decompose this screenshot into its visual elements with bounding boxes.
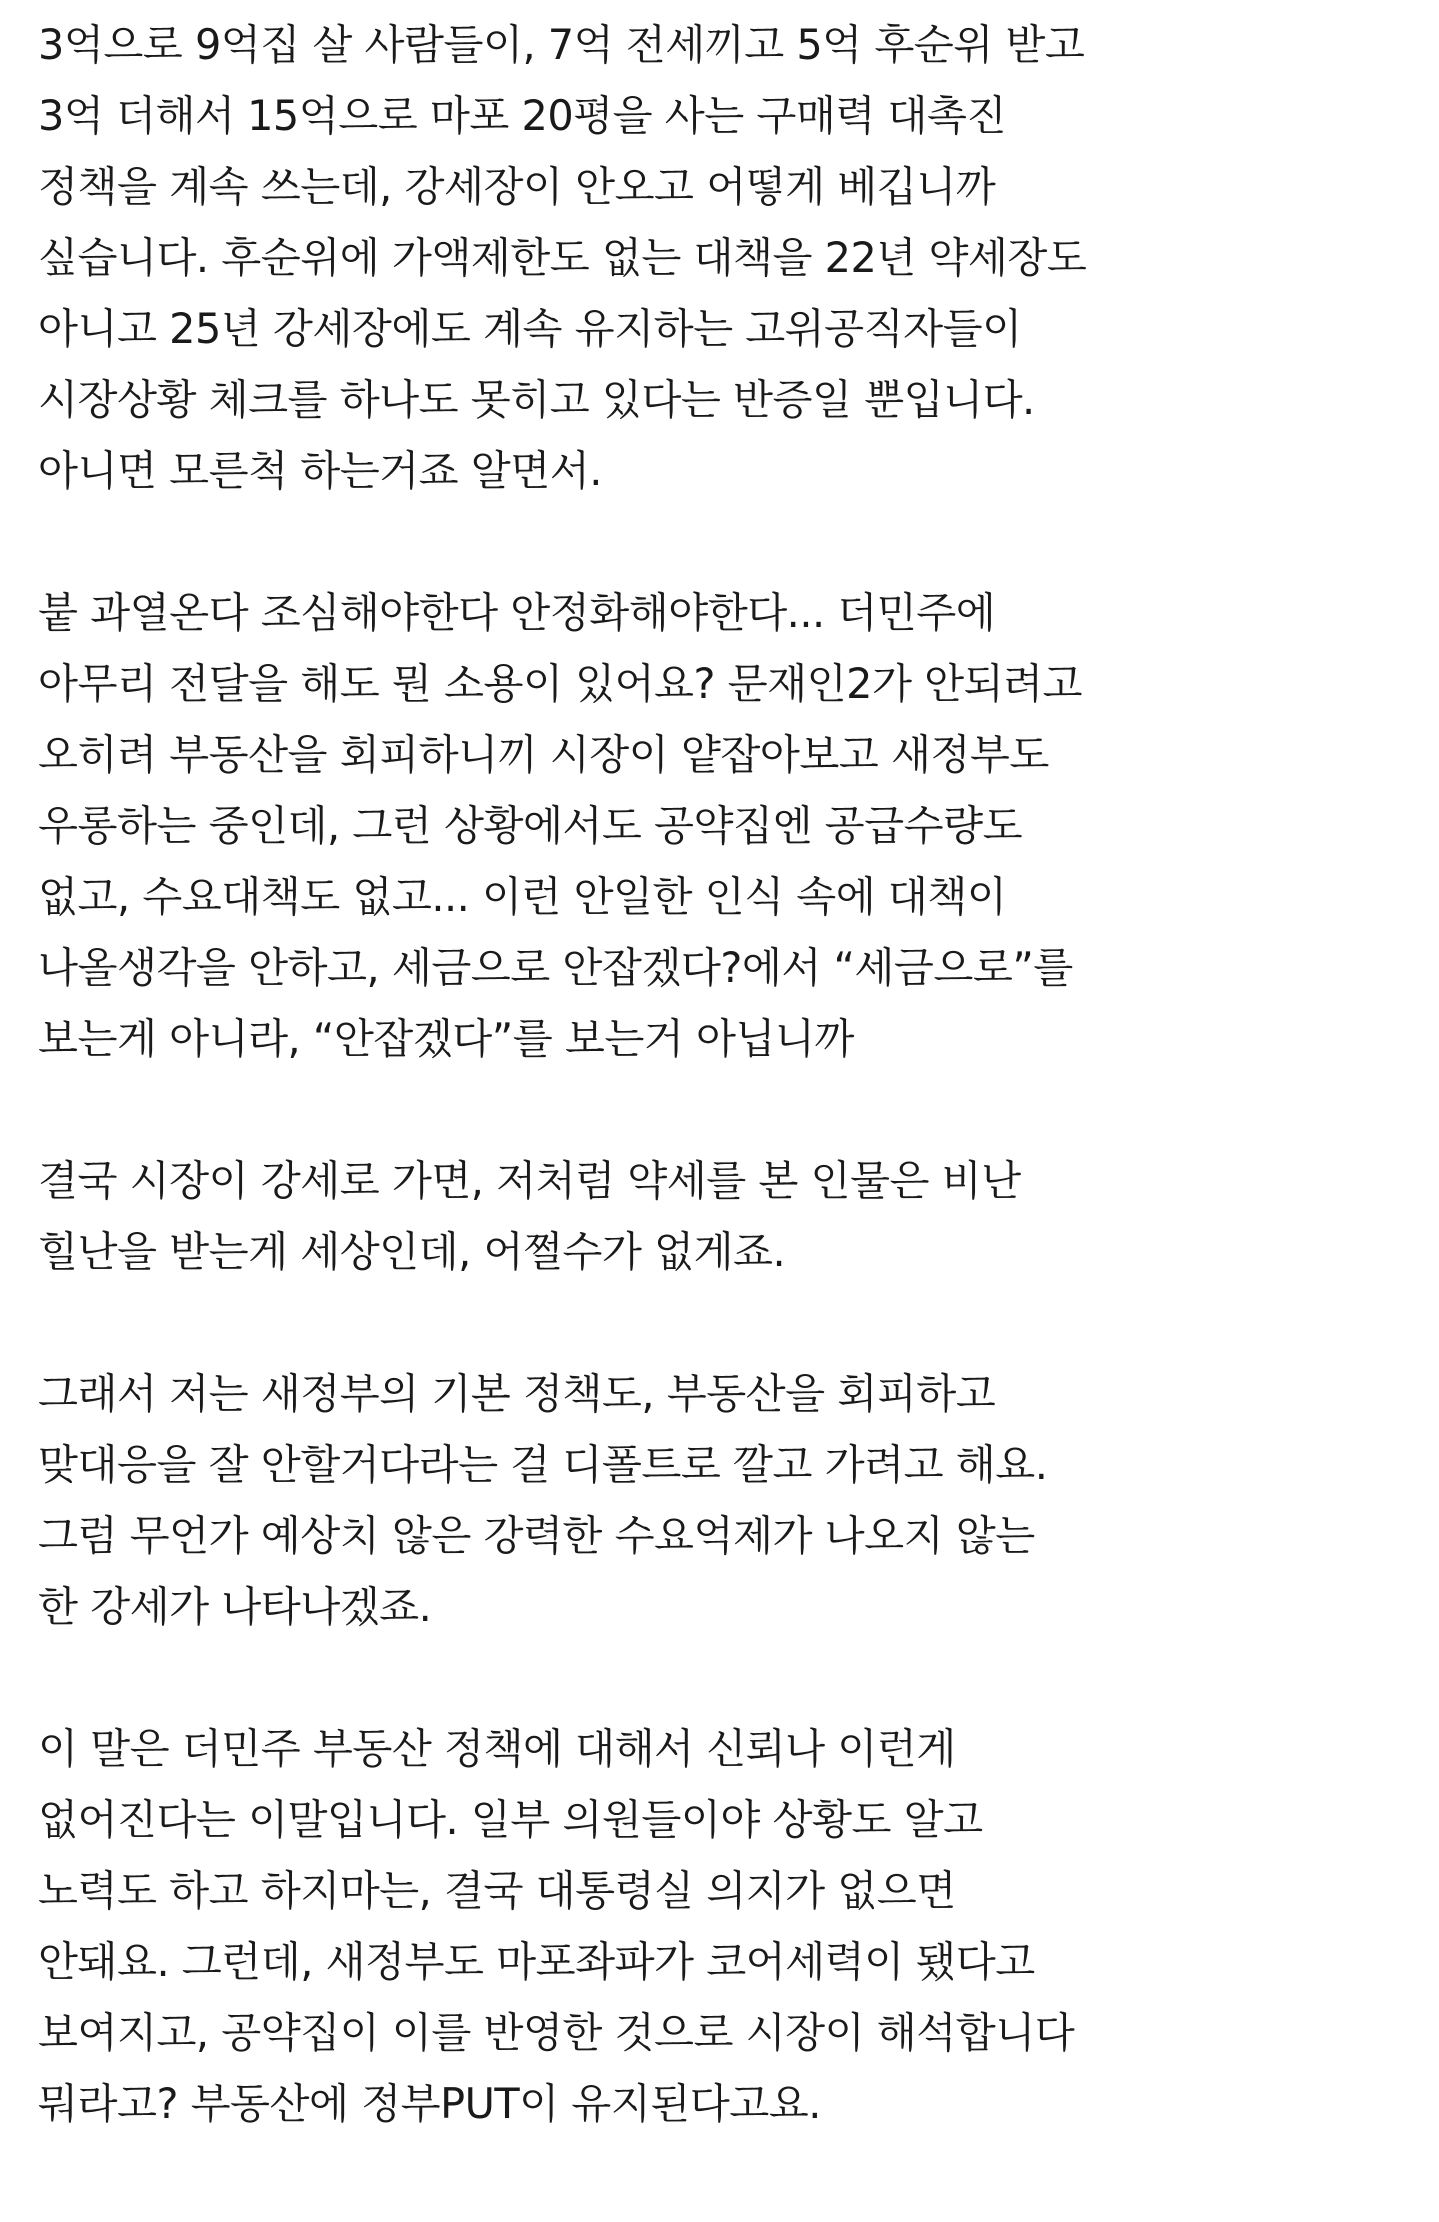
text-line: 싶습니다. 후순위에 가액제한도 없는 대책을 22년 약세장도 <box>38 234 1087 282</box>
text-line: 정책을 계속 쓰는데, 강세장이 안오고 어떻게 베깁니까 <box>38 163 996 211</box>
text-line: 뭐라고? 부동산에 정부PUT이 유지된다고요. <box>38 2080 821 2128</box>
text-line: 결국 시장이 강세로 가면, 저처럼 약세를 본 인물은 비난 <box>38 1157 1021 1205</box>
text-line: 맞대응을 잘 안할거다라는 걸 디폴트로 깔고 가려고 해요. <box>38 1441 1048 1489</box>
text-line: 그래서 저는 새정부의 기본 정책도, 부동산을 회피하고 <box>38 1370 996 1418</box>
text-line: 그럼 무언가 예상치 않은 강력한 수요억제가 나오지 않는 <box>38 1512 1035 1560</box>
text-line: 아무리 전달을 해도 뭔 소용이 있어요? 문재인2가 안되려고 <box>38 660 1083 708</box>
text-line: 보는게 아니라, “안잡겠다”를 보는거 아닙니까 <box>38 1015 854 1063</box>
text-line: 아니면 모른척 하는거죠 알면서. <box>38 447 602 495</box>
text-line: 붙 과열온다 조심해야한다 안정화해야한다... 더민주에 <box>38 589 996 637</box>
text-line: 3억으로 9억집 살 사람들이, 7억 전세끼고 5억 후순위 받고 <box>38 21 1085 69</box>
text-line: 3억 더해서 15억으로 마포 20평을 사는 구매력 대촉진 <box>38 92 1006 140</box>
text-line: 없고, 수요대책도 없고... 이런 안일한 인식 속에 대책이 <box>38 873 1007 921</box>
text-line: 보여지고, 공약집이 이를 반영한 것으로 시장이 해석합니다 <box>38 2009 1075 2057</box>
text-line: 이 말은 더민주 부동산 정책에 대해서 신뢰나 이런게 <box>38 1725 956 1773</box>
text-line: 아니고 25년 강세장에도 계속 유지하는 고위공직자들이 <box>38 305 1022 353</box>
text-line: 시장상황 체크를 하나도 못히고 있다는 반증일 뿐입니다. <box>38 376 1035 424</box>
paragraph-4 <box>38 1359 1439 1643</box>
text-line: 없어진다는 이말입니다. 일부 의원들이야 상황도 알고 <box>38 1796 983 1844</box>
text-line: 우롱하는 중인데, 그런 상황에서도 공약집엔 공급수량도 <box>38 802 1023 850</box>
text-line: 한 강세가 나타나겠죠. <box>38 1583 432 1631</box>
paragraph-5 <box>38 1714 1439 2140</box>
paragraph-3 <box>38 1146 1439 1288</box>
text-line: 힐난을 받는게 세상인데, 어쩔수가 없게죠. <box>38 1228 786 1276</box>
text-line: 나올생각을 안하고, 세금으로 안잡겠다?에서 “세금으로”를 <box>38 944 1073 992</box>
paragraph-1 <box>38 10 1439 507</box>
text-line: 노력도 하고 하지마는, 결국 대통령실 의지가 없으면 <box>38 1867 956 1915</box>
paragraph-2 <box>38 578 1439 1075</box>
text-line: 오히려 부동산을 회피하니끼 시장이 얕잡아보고 새정부도 <box>38 731 1049 779</box>
text-line: 안돼요. 그런데, 새정부도 마포좌파가 코어세력이 됐다고 <box>38 1938 1035 1986</box>
